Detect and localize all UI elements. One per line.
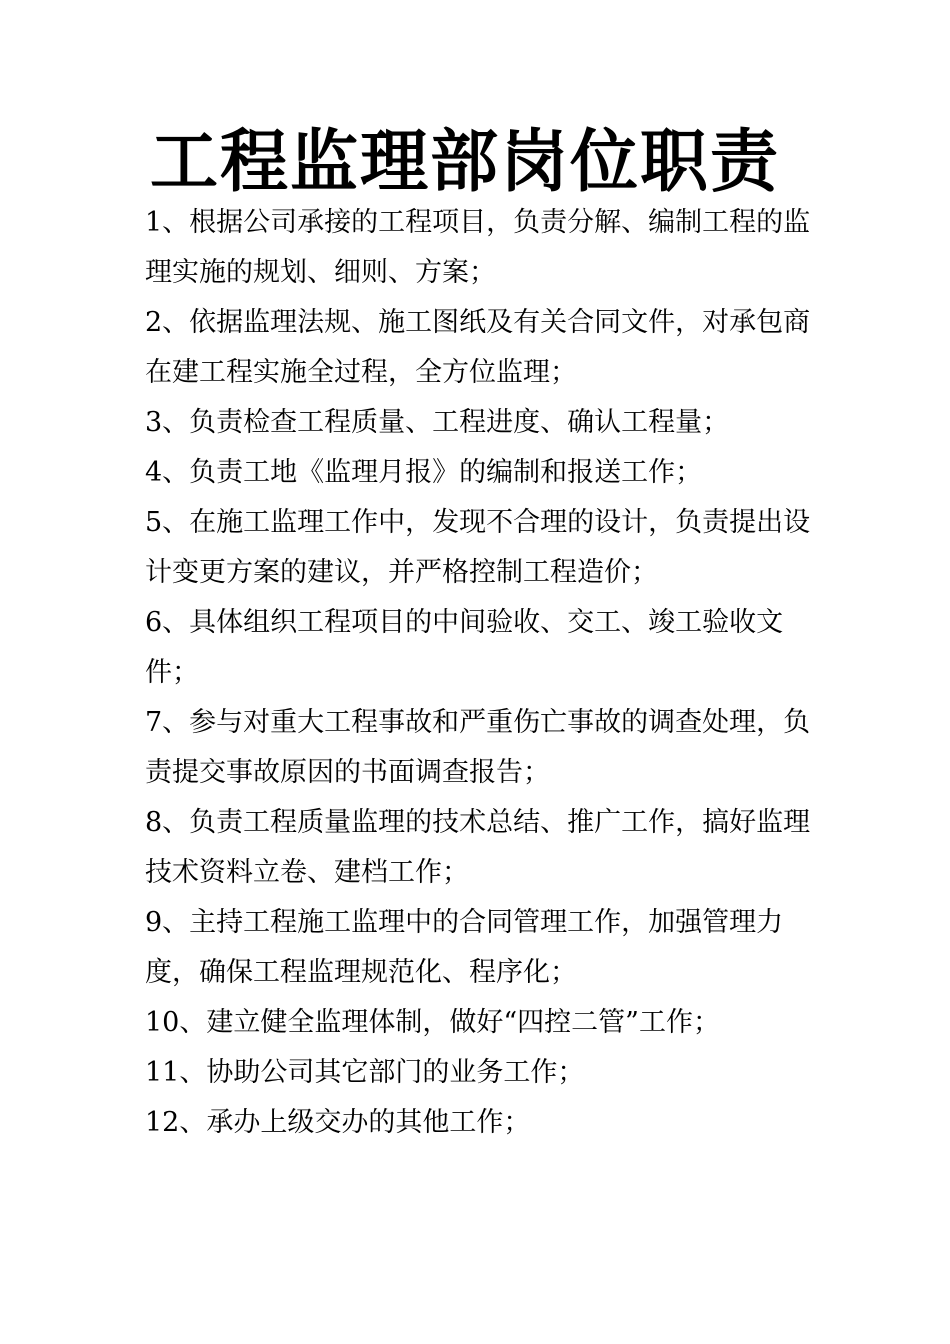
- duty-item-10: 10、建立健全监理体制，做好“四控二管”工作；: [145, 1007, 720, 1038]
- duty-item-7: 7、参与对重大工程事故和严重伤亡事故的调查处理，负责提交事故原因的书面调查报告；: [145, 707, 811, 788]
- duty-item-3: 3、负责检查工程质量、工程进度、确认工程量；: [145, 407, 730, 438]
- duty-list: [145, 198, 813, 1148]
- duty-item-2: 2、依据监理法规、施工图纸及有关合同文件，对承包商在建工程实施全过程，全方位监理；: [145, 307, 811, 388]
- duty-item-12: 12、承办上级交办的其他工作；: [145, 1107, 531, 1138]
- duty-item-6: 6、具体组织工程项目的中间验收、交工、竣工验收文件；: [145, 607, 784, 688]
- duty-item-11: 11、协助公司其它部门的业务工作；: [145, 1057, 585, 1088]
- document-title: 工程监理部岗位职责: [150, 123, 781, 202]
- duty-item-4: 4、负责工地《监理月报》的编制和报送工作；: [145, 457, 703, 488]
- duty-item-1: 1、根据公司承接的工程项目，负责分解、编制工程的监理实施的规划、细则、方案；: [145, 207, 811, 288]
- duty-item-8: 8、负责工程质量监理的技术总结、推广工作，搞好监理技术资料立卷、建档工作；: [145, 807, 811, 888]
- duty-item-5: 5、在施工监理工作中，发现不合理的设计，负责提出设计变更方案的建议，并严格控制工程造价；: [145, 507, 811, 588]
- duty-item-9: 9、主持工程施工监理中的合同管理工作，加强管理力度，确保工程监理规范化、程序化；: [145, 907, 784, 988]
